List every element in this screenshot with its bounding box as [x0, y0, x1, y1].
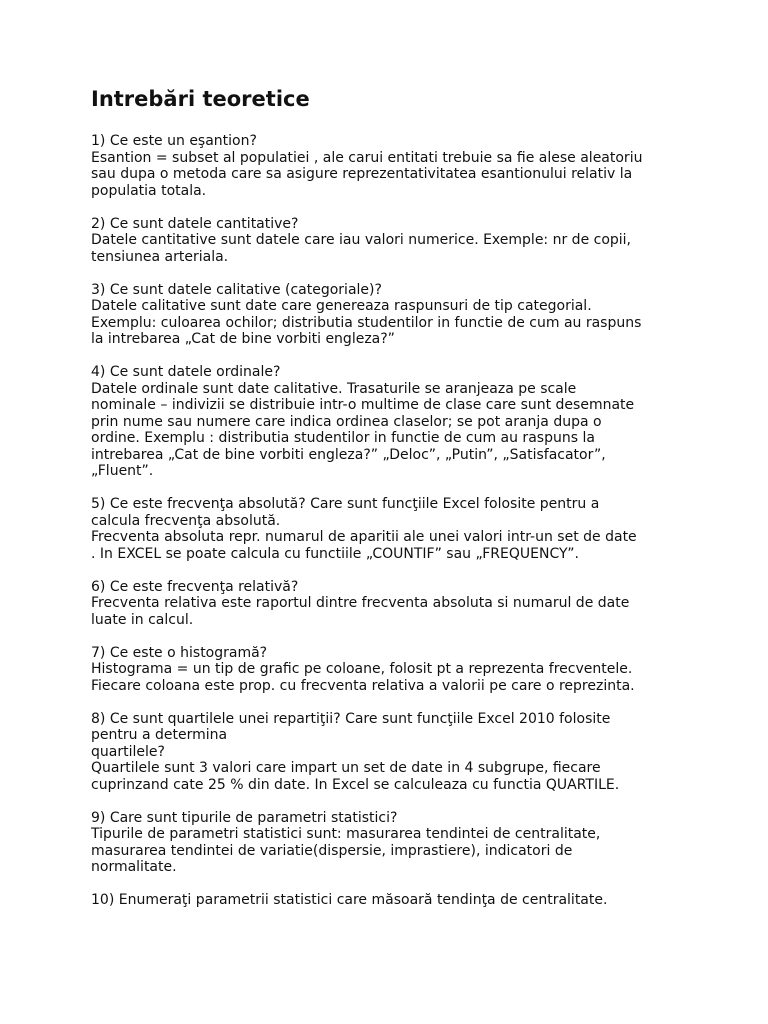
question-text: 4) Ce sunt datele ordinale? [91, 364, 281, 380]
answer-line: Esantion = subset al populatiei , ale carui entitati trebuie sa fie alese aleatoriu [91, 149, 643, 166]
question-block [91, 645, 728, 695]
question-text: 5) Ce este frecvenţa absolută? Care sunt funcţiile Excel folosite pentru a [91, 496, 600, 512]
question-list [91, 133, 728, 909]
question-text: 1) Ce este un eşantion? [91, 133, 257, 149]
answer-line: Exemplu: culoarea ochilor; distributia studentilor in functie de cum au raspuns [91, 314, 642, 331]
answer-line: intrebarea „Cat de bine vorbiti engleza?” „Deloc”, „Putin”, „Satisfacator”, [91, 446, 606, 463]
answer-line: Datele cantitative sunt datele care iau valori numerice. Exemple: nr de copii, [91, 232, 632, 248]
answer-line: populatia totala. [91, 182, 207, 199]
question-text: 3) Ce sunt datele calitative (categoriale)? [91, 281, 382, 298]
answer-line: sau dupa o metoda care sa asigure reprezentativitatea esantionului relativ la [91, 166, 633, 182]
question-text: 2) Ce sunt datele cantitative? [91, 215, 299, 232]
answer-line: Frecventa absoluta repr. numarul de aparitii ale unei valori intr-un set de date [91, 529, 637, 545]
question-text: 6) Ce este frecvenţa relativă? [91, 578, 299, 595]
answer-line: normalitate. [91, 859, 177, 875]
answer-line: cuprinzand cate 25 % din date. In Excel se calculeaza cu functia QUARTILE. [91, 776, 620, 793]
answer-line: calcula frecvenţa absolută. [91, 512, 281, 529]
question-block [91, 133, 728, 199]
page-title: Intrebări teoretice [91, 87, 310, 111]
answer-line: Tipurile de parametri statistici sunt: masurarea tendintei de centralitate, [91, 826, 601, 842]
answer-line: ordine. Exemplu : distributia studentilor in functie de cum au raspuns la [91, 430, 595, 446]
question-block [91, 216, 728, 266]
question-text: 8) Ce sunt quartilele unei repartiţii? Care sunt funcţiile Excel 2010 folosite [91, 710, 611, 727]
answer-line: quartilele? [91, 743, 165, 760]
answer-line: Fiecare coloana este prop. cu frecventa relativa a valorii pe care o reprezinta. [91, 677, 635, 694]
answer-line: Datele ordinale sunt date calitative. Trasaturile se aranjeaza pe scale [91, 380, 577, 397]
answer-line: prin nume sau numere care indica ordinea claselor; se pot aranja dupa o [91, 413, 602, 430]
question-block [91, 282, 728, 348]
answer-line: Datele calitative sunt date care genereaza raspunsuri de tip categorial. [91, 298, 592, 314]
answer-line: luate in calcul. [91, 611, 194, 628]
answer-line: la intrebarea „Cat de bine vorbiti engleza?” [91, 331, 395, 347]
answer-line: Frecventa relativa este raportul dintre frecventa absoluta si numarul de date [91, 595, 630, 611]
answer-line: Histograma = un tip de grafic pe coloane, folosit pt a reprezenta frecventele. [91, 661, 633, 677]
question-block [91, 892, 728, 909]
answer-line: Quartilele sunt 3 valori care impart un set de date in 4 subgrupe, fiecare [91, 760, 601, 776]
question-block [91, 496, 728, 562]
question-block [91, 579, 728, 629]
answer-line: „Fluent”. [91, 463, 154, 479]
question-text: 10) Enumeraţi parametrii statistici care măsoară tendinţa de centralitate. [91, 892, 608, 908]
answer-line: masurarea tendintei de variatie(dispersie, imprastiere), indicatori de [91, 842, 573, 859]
question-text: 7) Ce este o histogramă? [91, 644, 268, 661]
question-block [91, 711, 728, 794]
answer-line: . In EXCEL se poate calcula cu functiile „COUNTIF” sau „FREQUENCY”. [91, 545, 579, 562]
answer-line: nominale – indivizii se distribuie intr-o multime de clase care sunt desemnate [91, 397, 635, 413]
question-block [91, 810, 728, 876]
answer-line: pentru a determina [91, 727, 228, 743]
question-block [91, 364, 728, 480]
question-text: 9) Care sunt tipurile de parametri statistici? [91, 809, 398, 826]
answer-line: tensiunea arteriala. [91, 248, 229, 265]
